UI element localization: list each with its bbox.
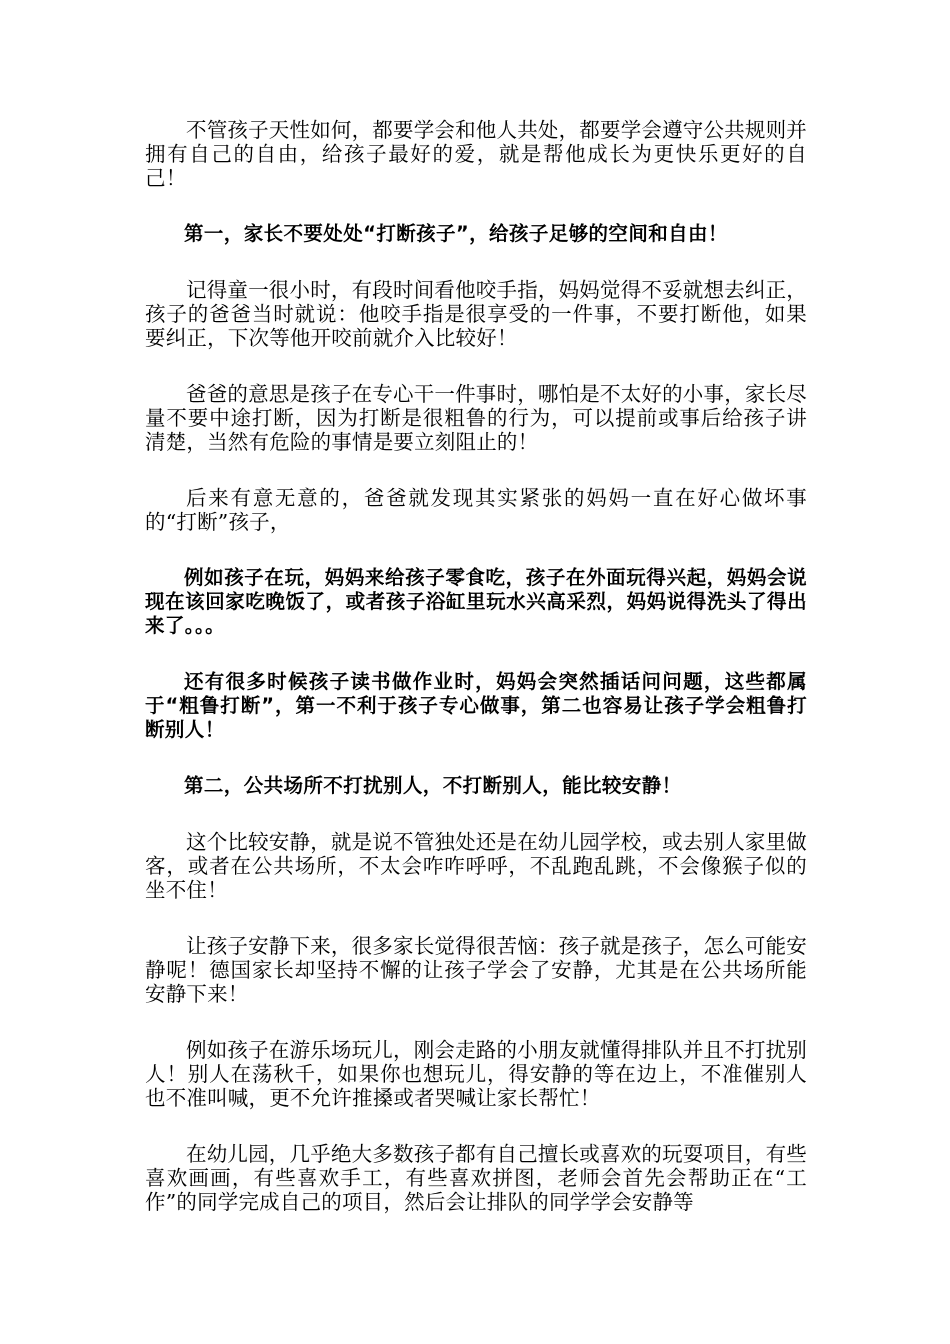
section-heading-1: 第一，家长不要处处“打断孩子”，给孩子足够的空间和自由！ xyxy=(184,222,728,245)
paragraph-intro: 不管孩子天性如何，都要学会和他人共处，都要学会遵守公共规则并拥有自己的自由，给孩子最好的爱，就是帮他成长为更快乐更好的自己！ xyxy=(145,118,807,190)
paragraph-german-parents: 让孩子安静下来，很多家长觉得很苦恼：孩子就是孩子，怎么可能安静呢！德国家长却坚持不懈的让孩子学会了安静，尤其是在公共场所能安静下来！ xyxy=(145,934,807,1006)
paragraph-father-meaning: 爸爸的意思是孩子在专心干一件事时，哪怕是不太好的小事，家长尽量不要中途打断，因为打断是很粗鲁的行为，可以提前或事后给孩子讲清楚，当然有危险的事情是要立刻阻止的！ xyxy=(145,382,807,454)
document-page xyxy=(145,118,807,1246)
paragraph-homework-bold: 还有很多时候孩子读书做作业时，妈妈会突然插话问问题，这些都属于“粗鲁打断”，第一不利于孩子专心做事，第二也容易让孩子学会粗鲁打断别人！ xyxy=(145,670,807,741)
paragraph-quiet-meaning: 这个比较安静，就是说不管独处还是在幼儿园学校，或去别人家里做客，或者在公共场所，不太会咋咋呼呼，不乱跑乱跳，不会像猴子似的坐不住！ xyxy=(145,830,807,902)
paragraph-thumb-sucking: 记得童一很小时，有段时间看他咬手指，妈妈觉得不妥就想去纠正，孩子的爸爸当时就说：他咬手指是很享受的一件事，不要打断他，如果要纠正，下次等他开咬前就介入比较好！ xyxy=(145,278,807,350)
paragraph-mother-interrupting: 后来有意无意的，爸爸就发现其实紧张的妈妈一直在好心做坏事的“打断”孩子， xyxy=(145,486,807,534)
paragraph-example-bold: 例如孩子在玩，妈妈来给孩子零食吃，孩子在外面玩得兴起，妈妈会说现在该回家吃晚饭了，或者孩子浴缸里玩水兴高采烈，妈妈说得洗头了得出来了。。。 xyxy=(145,566,807,637)
section-heading-2: 第二，公共场所不打扰别人，不打断别人，能比较安静！ xyxy=(184,774,682,797)
paragraph-playground: 例如孩子在游乐场玩儿，刚会走路的小朋友就懂得排队并且不打扰别人！别人在荡秋千，如果你也想玩儿，得安静的等在边上，不准催别人也不准叫喊，更不允许推搡或者哭喊让家长帮忙！ xyxy=(145,1038,807,1110)
paragraph-kindergarten: 在幼儿园，几乎绝大多数孩子都有自己擅长或喜欢的玩耍项目，有些喜欢画画，有些喜欢手工，有些喜欢拼图，老师会首先会帮助正在“工作”的同学完成自己的项目，然后会让排队的同学学会安静等 xyxy=(145,1142,807,1214)
